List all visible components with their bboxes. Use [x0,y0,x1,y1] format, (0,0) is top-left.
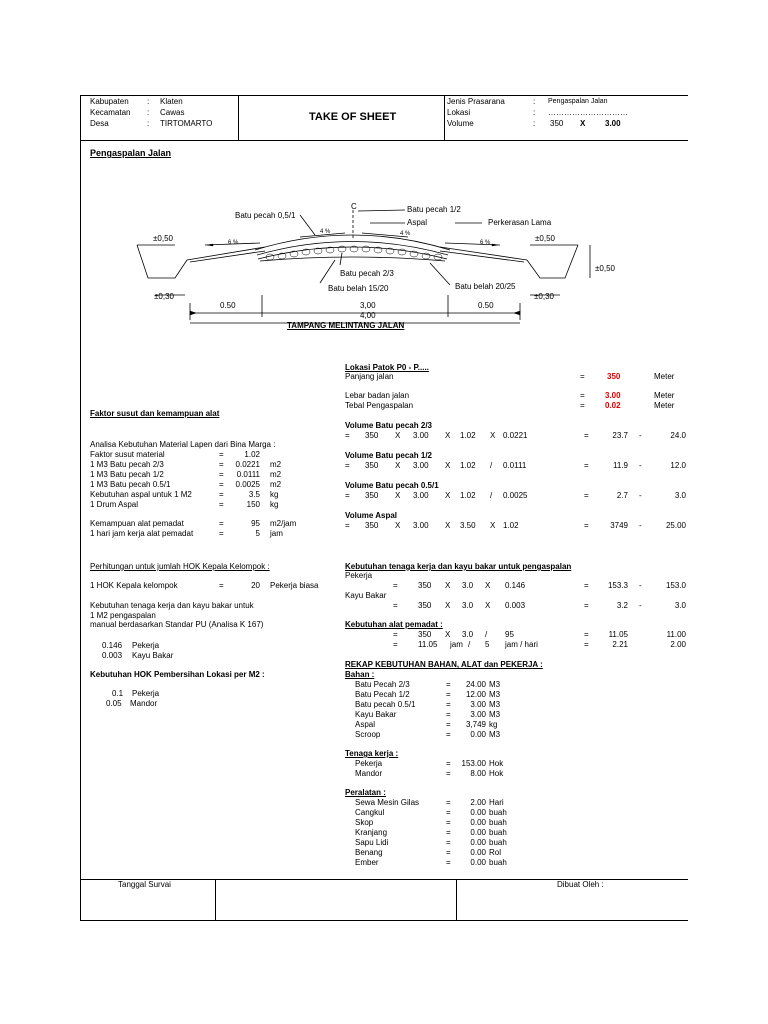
expr-token: 5 [485,640,490,649]
kemampuan-label: Kemampuan alat pemadat [90,519,184,528]
stone-fill [266,246,442,260]
expr-token: 3.00 [413,461,429,470]
expr-token: 1.02 [460,491,476,500]
unit: buah [489,828,507,837]
eq: = [446,798,451,807]
bahan-title: Bahan : [345,670,375,679]
unit: M3 [489,730,501,739]
rekap-value: 3,749 [465,720,486,729]
eq: = [219,470,224,479]
volume-label: Volume [447,119,474,128]
expr-token: 350 [365,431,379,440]
calc-final: 3.0 [674,601,686,610]
eq: = [446,700,451,709]
unit: Meter [654,391,675,400]
expr-token: 3.0 [462,630,474,639]
unit: m2 [270,480,282,489]
dim-300: 3,00 [360,301,376,310]
rekap-value: 0.00 [470,828,486,837]
jam-kerja-value: 5 [255,529,260,538]
eq: = [446,690,451,699]
elev-050-right: ±0,50 [535,234,555,243]
factor-value: 0.0025 [235,480,260,489]
eq: = [219,581,224,590]
dash: - [639,461,642,470]
unit: m2 [270,470,282,479]
expr-token: 0.0111 [503,461,527,470]
eq: = [446,680,451,689]
eq: = [584,521,589,530]
eq: = [219,500,224,509]
unit: M3 [489,700,501,709]
label-batu-pecah-051: Batu pecah 0,5/1 [235,211,296,220]
eq: = [580,401,585,410]
dim-050-right: 0.50 [478,301,494,310]
keb-text-2: 1 M2 pengaspalan [90,611,156,620]
label-perkerasan-lama: Perkerasan Lama [488,218,552,227]
unit: jam [270,529,283,538]
calc-final: 11.00 [666,630,686,639]
expr-token: = [345,491,350,500]
expr-token: X [395,461,401,470]
pb-mandor-value: 0.05 [106,699,122,708]
expr-token: X [445,601,451,610]
slope-4pct-right: 4 % [400,231,411,237]
expr-token: 1.02 [503,521,519,530]
volume-final: 25.00 [665,521,686,530]
expr-token: 350 [365,461,379,470]
pb-mandor-label: Mandor [130,699,158,708]
volume-result: 11.9 [613,461,628,470]
rekap-value: 2.00 [470,798,486,807]
expr-token: 3.00 [413,521,429,530]
label-batu-pecah-23: Batu pecah 2/3 [340,269,394,278]
factor-value: 0.0111 [236,470,260,479]
rekap-label: Pekerja [355,759,383,768]
expr-token: X [445,461,451,470]
rekap-value: 0.00 [470,848,486,857]
eq: = [584,640,589,649]
hok-title: Perhitungan untuk jumlah HOK Kepala Kelompok : [90,562,270,571]
kemampuan-value: 95 [251,519,260,528]
kabupaten-value: Klaten [160,97,183,106]
expr-token: 350 [365,521,379,530]
eq: = [584,630,589,639]
expr-token: = [345,461,350,470]
rekap-label: Sapu Lidi [355,838,389,847]
page-title: TAKE OF SHEET [309,111,397,123]
eq: = [446,720,451,729]
volume-title: Volume Batu pecah 0.5/1 [345,481,439,490]
eq: = [446,838,451,847]
tenaga-title: Kebutuhan tenaga kerja dan kayu bakar untuk pengaspalan [345,562,572,571]
eq: = [219,519,224,528]
alat-title: Kebutuhan alat pemadat : [345,620,443,629]
elev-050-side: ±0,50 [595,264,615,273]
volume-a: 350 [550,119,564,128]
pekerja-value: 0.146 [102,641,123,650]
rekap-value: 0.00 [470,838,486,847]
expr-token: 95 [505,630,514,639]
dim-400: 4,00 [360,311,376,320]
rekap-label: Skop [355,818,374,827]
volume-result: 3749 [610,521,628,530]
eq: = [219,450,224,459]
unit: kg [489,720,498,729]
eq: = [219,480,224,489]
expr-token: X [445,521,451,530]
rekap-label: Kayu Bakar [355,710,397,719]
slope-6pct-left: 6 % [228,240,239,246]
jam-kerja-label: 1 hari jam kerja alat pemadat [90,529,194,538]
label-batu-belah-1520: Batu belah 15/20 [328,284,389,293]
rekap-label: Aspal [355,720,376,729]
hok-label: 1 HOK Kepala kelompok [90,581,178,590]
eq: = [584,581,589,590]
rekap-value: 12.00 [465,690,486,699]
expr-token: 350 [418,581,432,590]
elev-030-right: ±0,30 [534,292,554,301]
unit: M3 [489,680,501,689]
eq: = [446,808,451,817]
eq: = [446,730,451,739]
pembersihan-title: Kebutuhan HOK Pembersihan Lokasi per M2 : [90,670,265,679]
factor-value: 3.5 [248,490,260,499]
expr-token: = [345,431,350,440]
factor-value: 150 [246,500,260,509]
kecamatan-value: Cawas [160,108,185,117]
rekap-value: 3.00 [470,700,486,709]
unit: M3 [489,710,501,719]
label-batu-belah-2025: Batu belah 20/25 [455,282,516,291]
eq: = [219,460,224,469]
volume-final: 24.0 [670,431,686,440]
dibuat-oleh-label: Dibuat Oleh : [557,880,604,889]
expr-token: 0.0025 [503,491,528,500]
unit: kg [270,490,279,499]
colon: : [533,97,536,106]
tanggal-survai-label: Tanggal Survai [118,880,171,889]
volume-final: 12.0 [670,461,686,470]
rekap-value: 8.00 [470,769,486,778]
dash: - [639,581,642,590]
rekap-value: 0.00 [470,730,486,739]
expr-token: 3.50 [460,521,476,530]
volume-result: 23.7 [612,431,628,440]
calc-result: 153.3 [607,581,628,590]
elev-050-left: ±0,50 [153,234,173,243]
eq: = [580,372,585,381]
unit: kg [270,500,279,509]
factor-label: Faktor susut material [90,450,165,459]
calc-result: 2.21 [612,640,628,649]
rekap-label: Kranjang [355,828,388,837]
eq: = [584,601,589,610]
keb-text-3: manual berdasarkan Standar PU (Analisa K 167) [90,620,264,629]
unit: Rol [489,848,502,857]
kayu-value: 0.003 [102,651,123,660]
expr-token: 11.05 [418,640,438,649]
kabupaten-label: Kabupaten [90,97,129,106]
centre-line-label: C [351,202,357,211]
tenaga-pekerja-label: Pekerja [345,571,373,580]
unit: M3 [489,690,501,699]
expr-token: = [345,521,350,530]
label-aspal: Aspal [407,218,428,227]
pb-pekerja-value: 0.1 [112,689,124,698]
expr-token: 3.0 [462,601,474,610]
expr-token: X [490,431,496,440]
factor-label: Kebutuhan aspal untuk 1 M2 [90,490,192,499]
expr-token: 3.00 [413,491,429,500]
volume-result: 2.7 [616,491,628,500]
unit: Meter [654,372,675,381]
hok-value: 20 [251,581,260,590]
tenaga-kayu-label: Kayu Bakar [345,591,387,600]
dim-050-left: 0.50 [220,301,236,310]
slope-6pct-right: 6 % [480,240,491,246]
expr-token: / [490,461,493,470]
factor-value: 0.0221 [235,460,260,469]
colon: : [533,108,536,117]
kayu-label: Kayu Bakar [132,651,174,660]
expr-token: jam [450,640,463,649]
rekap-label: Mandor [355,769,383,778]
diagram-caption: TAMPANG MELINTANG JALAN [287,321,405,330]
desa-value: TIRTOMARTO [160,119,213,128]
rekap-label: Ember [355,858,379,867]
rekap-label: Batu Pecah 2/3 [355,680,410,689]
eq: = [584,491,589,500]
colon: : [533,119,536,128]
expr-token: 0.146 [505,581,526,590]
eq: = [580,391,585,400]
factor-label: 1 M3 Batu pecah 0.5/1 [90,480,171,489]
colon: : [147,97,150,106]
desa-label: Desa [90,119,109,128]
colon: : [147,108,150,117]
expr-token: = [393,640,398,649]
eq: = [584,431,589,440]
unit: buah [489,808,507,817]
factor-label: 1 M3 Batu pecah 1/2 [90,470,164,479]
expr-token: 350 [418,601,432,610]
dash: - [639,521,642,530]
expr-token: 350 [365,491,379,500]
eq: = [446,769,451,778]
unit: Pekerja biasa [270,581,319,590]
panjang-label: Panjang jalan [345,372,394,381]
rekap-value: 3.00 [470,710,486,719]
unit: m2/jam [270,519,297,528]
calc-final: 2.00 [670,640,686,649]
expr-token: / [468,640,471,649]
volume-x: X [580,119,586,128]
rekap-label: Cangkul [355,808,385,817]
lokasi-label: Lokasi [447,108,471,117]
calc-final: 153.0 [665,581,686,590]
volume-final: 3.0 [674,491,686,500]
expr-token: 350 [418,630,432,639]
expr-token: X [395,431,401,440]
rekap-label: Batu Pecah 1/2 [355,690,410,699]
expr-token: 1.02 [460,431,476,440]
dash: - [639,601,642,610]
rekap-label: Sewa Mesin Gilas [355,798,420,807]
volume-title: Volume Batu pecah 2/3 [345,421,432,430]
unit: Hok [489,769,504,778]
rekap-title: REKAP KEBUTUHAN BAHAN, ALAT dan PEKERJA : [345,660,543,669]
dash: - [639,431,642,440]
expr-token: X [445,630,451,639]
eq: = [446,828,451,837]
kecamatan-label: Kecamatan [90,108,131,117]
expr-token: = [393,630,398,639]
faktor-title: Faktor susut dan kemampuan alat [90,409,220,418]
rekap-label: Batu pecah 0.5/1 [355,700,416,709]
expr-token: / [490,491,493,500]
rekap-value: 0.00 [470,818,486,827]
rekap-value: 0.00 [470,808,486,817]
jenis-label: Jenis Prasarana [447,97,505,106]
factor-label: 1 M3 Batu pecah 2/3 [90,460,164,469]
rekap-value: 24.00 [465,680,486,689]
calc-result: 3.2 [616,601,628,610]
panjang-value: 350 [607,372,621,381]
lokasi-patok-title: Lokasi Patok P0 - P..... [345,363,429,372]
jenis-value: Pengaspalan Jalan [548,98,608,105]
dash: - [639,491,642,500]
unit: Hari [489,798,504,807]
tebal-value: 0.02 [605,401,621,410]
volume-b: 3.00 [605,119,621,128]
expr-token: 0.003 [505,601,526,610]
pekerja-label: Pekerja [132,641,160,650]
rekap-label: Benang [355,848,383,857]
expr-token: = [393,601,398,610]
unit: buah [489,838,507,847]
eq: = [446,710,451,719]
expr-token: / [485,630,488,639]
eq: = [446,759,451,768]
rekap-value: 0.00 [470,858,486,867]
section-title: Pengaspalan Jalan [90,148,172,158]
tebal-label: Tebal Pengaspalan [345,401,414,410]
expr-token: X [485,601,491,610]
expr-token: 1.02 [460,461,476,470]
colon: : [147,119,150,128]
expr-token: X [445,581,451,590]
eq: = [219,529,224,538]
expr-token: 3.0 [462,581,474,590]
expr-token: X [490,521,496,530]
expr-token: X [395,491,401,500]
expr-token: X [445,491,451,500]
expr-token: = [393,581,398,590]
eq: = [584,461,589,470]
tenaga-kerja-title: Tenaga kerja : [345,749,399,758]
expr-token: X [485,581,491,590]
lebar-value: 3.00 [605,391,621,400]
factor-value: 1.02 [244,450,260,459]
expr-token: X [445,431,451,440]
unit: buah [489,858,507,867]
expr-token: 3.00 [413,431,429,440]
lokasi-value: ………………………… [548,108,628,117]
eq: = [446,858,451,867]
unit: Hok [489,759,504,768]
analisa-text: Analisa Kebutuhan Material Lapen dari Bina Marga : [90,440,276,449]
expr-token: jam / hari [505,640,538,649]
calc-result: 11.05 [608,630,628,639]
eq: = [446,818,451,827]
unit: Meter [654,401,675,410]
factor-label: 1 Drum Aspal [90,500,139,509]
rekap-label: Scroop [355,730,381,739]
expr-token: X [395,521,401,530]
volume-title: Volume Aspal [345,511,398,520]
elev-030-left: ±0,30 [154,292,174,301]
unit: m2 [270,460,282,469]
volume-title: Volume Batu pecah 1/2 [345,451,432,460]
label-batu-pecah-12: Batu pecah 1/2 [407,205,461,214]
peralatan-title: Peralatan : [345,788,386,797]
rekap-value: 153.00 [461,759,486,768]
expr-token: 0.0221 [503,431,528,440]
eq: = [446,848,451,857]
eq: = [219,490,224,499]
slope-4pct-left: 4 % [320,229,331,235]
unit: buah [489,818,507,827]
lebar-label: Lebar badan jalan [345,391,410,400]
pb-pekerja-label: Pekerja [132,689,160,698]
keb-text-1: Kebutuhan tenaga kerja dan kayu bakar untuk [90,601,254,610]
